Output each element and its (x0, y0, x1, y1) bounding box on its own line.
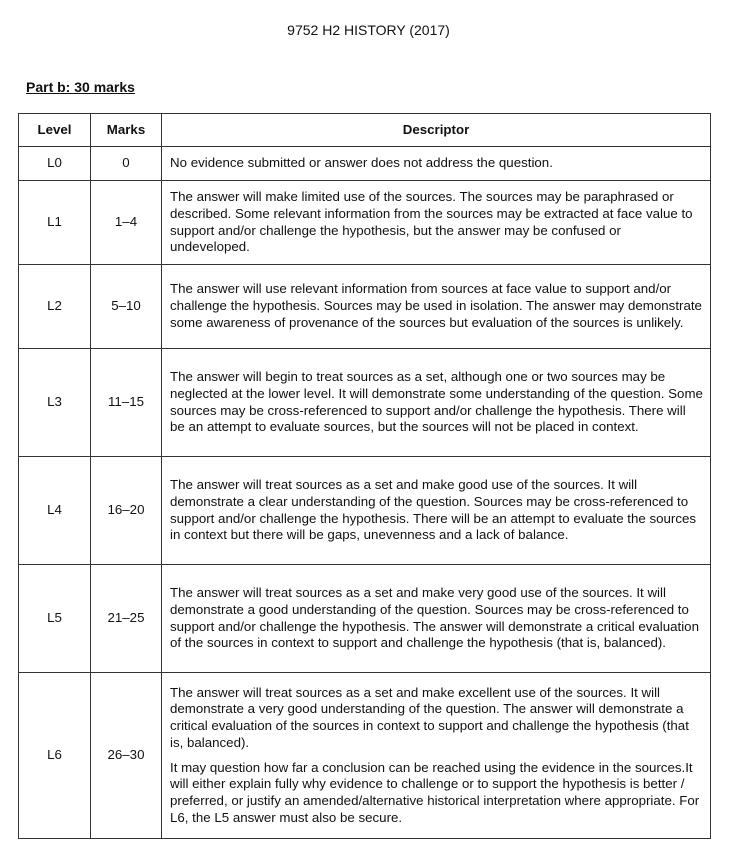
descriptor-cell (162, 565, 711, 673)
descriptor-cell (162, 265, 711, 349)
level-cell: L3 (19, 349, 91, 457)
descriptor-text: The answer will use relevant information from sources at face value to support and/or challenge the hypothesis. Sources may be used in isolation. The answer may demonstrate some awareness of provenance of the sources but evaluation of the sources is unlikely. (170, 281, 702, 330)
table-row (19, 181, 711, 265)
marks-cell: 1–4 (91, 181, 162, 265)
descriptor-cell (162, 673, 711, 839)
level-cell: L1 (19, 181, 91, 265)
level-cell: L4 (19, 457, 91, 565)
column-header-marks: Marks (91, 114, 162, 147)
descriptor-text: The answer will treat sources as a set and make very good use of the sources. It will demonstrate a good understanding of the question. Sources may be cross-referenced to support and/or challenge the hypothesis. The answer will demonstrate a critical evaluation of the sources in context to support and challenge the hypothesis (that is, balanced). (170, 585, 699, 651)
table-row (19, 147, 711, 181)
descriptor-text: The answer will treat sources as a set and make excellent use of the sources. It will demonstrate a very good understanding of the question. The answer will demonstrate a critical evaluation of the sources in context to support and challenge the hypothesis (that is, balanced). (170, 684, 689, 750)
marks-cell: 5–10 (91, 265, 162, 349)
level-cell: L5 (19, 565, 91, 673)
descriptor-cell (162, 457, 711, 565)
table-row (19, 673, 711, 839)
descriptor-text: No evidence submitted or answer does not address the question. (170, 155, 553, 171)
descriptor-text: The answer will begin to treat sources as a set, although one or two sources may be neglected at the lower level. It will demonstrate some understanding of the question. Some sources may be cross-referenced to support and/or challenge the hypothesis. There will be an attempt to evaluate sources, but the sources will not be placed in context. (170, 369, 703, 435)
marks-cell: 16–20 (91, 457, 162, 565)
page-header: 9752 H2 HISTORY (2017) (287, 22, 450, 38)
level-cell: L6 (19, 673, 91, 839)
table-row (19, 265, 711, 349)
table-row (19, 349, 711, 457)
column-header-descriptor: Descriptor (162, 114, 711, 147)
marks-cell: 11–15 (91, 349, 162, 457)
level-cell: L0 (19, 147, 91, 181)
level-cell: L2 (19, 265, 91, 349)
descriptor-text: The answer will treat sources as a set and make good use of the sources. It will demonstrate a clear understanding of the question. Sources may be cross-referenced to support and/or challenge the hypothesis. There will be an attempt to evaluate the sources in context but there will be gaps, unevenness and a lack of balance. (170, 477, 697, 543)
rubric-table (18, 113, 711, 839)
table-header-row (19, 114, 711, 147)
descriptor-cell (162, 181, 711, 265)
descriptor-cell (162, 147, 711, 181)
marks-cell: 26–30 (91, 673, 162, 839)
marks-cell: 21–25 (91, 565, 162, 673)
table-row (19, 457, 711, 565)
section-title: Part b: 30 marks (26, 79, 135, 95)
marks-cell: 0 (91, 147, 162, 181)
column-header-level: Level (19, 114, 91, 147)
descriptor-extra-text: It may question how far a conclusion can be reached using the evidence in the sources.It will either explain fully why evidence to challenge or to support the hypothesis is better / preferred, or justify an amended/alternative historical interpretation where appropriate. For L6, the L5 answer must also be secure. (170, 759, 700, 825)
descriptor-text: The answer will make limited use of the sources. The sources may be paraphrased or described. Some relevant information from the sources may be extracted at face value to support and/or challenge the hypothesis, but the answer may be confused or undeveloped. (170, 189, 693, 255)
descriptor-cell (162, 349, 711, 457)
table-row (19, 565, 711, 673)
